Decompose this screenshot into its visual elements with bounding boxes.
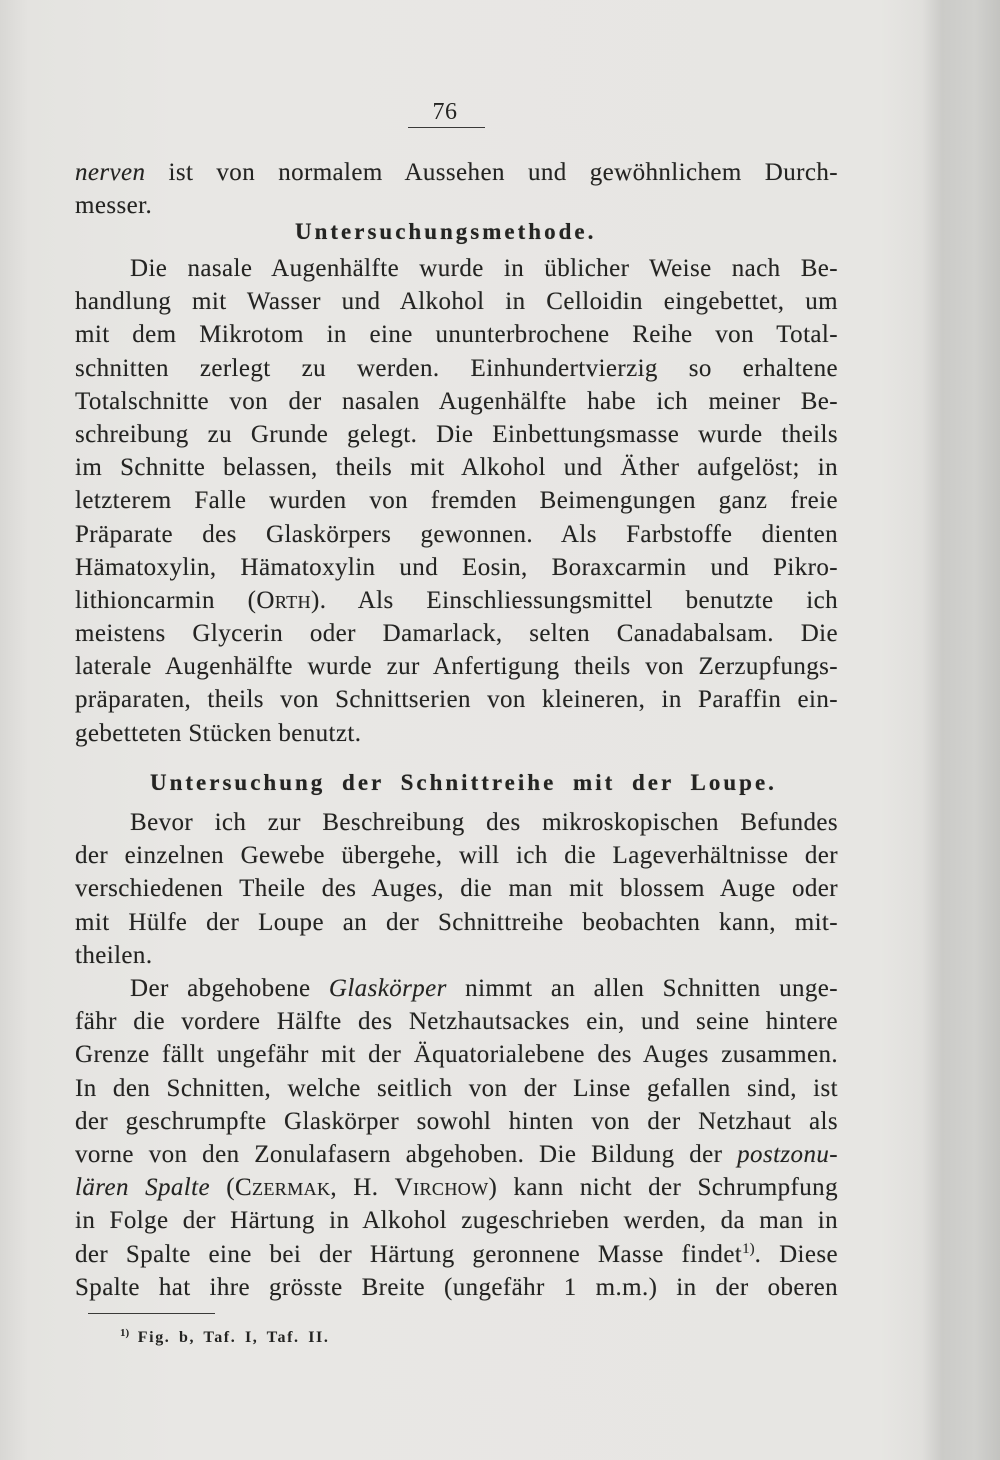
text-line: Präparate des Glaskörpers gewonnen. Als Farbstoffe dienten: [75, 520, 838, 548]
text-segment: vorne von den Zonulafasern abgehoben. Die Bildung der: [75, 1140, 738, 1168]
text-line: gebetteten Stücken benutzt.: [75, 719, 362, 747]
footnote-text: Fig. b, Taf. I, Taf. II.: [137, 1329, 330, 1346]
text-line: In den Schnitten, welche seitlich von der Linse gefallen sind, ist: [75, 1074, 838, 1102]
footnote-ref: 1): [742, 1240, 755, 1257]
text-segment: Der abgehobene: [130, 975, 329, 1002]
text-line: mit dem Mikrotom in eine ununterbrochene Reihe von Total-: [75, 321, 838, 349]
text-line: präparaten, theils von Schnittserien von kleineren, in Paraffin ein-: [75, 686, 838, 714]
paragraph: [75, 156, 838, 222]
text-line: fähr die vordere Hälfte des Netzhautsackes ein, und seine hintere: [75, 1008, 838, 1036]
text-line: der geschrumpfte Glaskörper sowohl hinten von der Netzhaut als: [75, 1107, 838, 1135]
text-line: [75, 1171, 838, 1204]
text-segment: (: [209, 1174, 235, 1202]
section-heading: Untersuchung der Schnittreihe mit der Loupe.: [150, 770, 777, 795]
text-line: messer.: [75, 192, 153, 220]
text-line: letzterem Falle wurden von fremden Beimengungen ganz freie: [75, 487, 838, 515]
footnote: [120, 1328, 329, 1349]
text-segment: ist von normalem Aussehen und gewöhnlichem Durch-: [145, 159, 838, 186]
text-line: [75, 1238, 838, 1271]
text-line: Grenze fällt ungefähr mit der Äquatorialebene des Auges zusammen.: [75, 1041, 838, 1069]
paragraph: [75, 252, 838, 750]
paragraph: [75, 806, 838, 972]
text-line: Bevor ich zur Beschreibung des mikroskopischen Befundes: [130, 809, 838, 836]
text-line: mit Hülfe der Loupe an der Schnittreihe beobachten kann, mit-: [75, 908, 838, 936]
section-heading: Untersuchungsmethode.: [295, 219, 597, 244]
text-line: handlung mit Wasser und Alkohol in Celloidin eingebettet, um: [75, 288, 838, 316]
text-line: laterale Augenhälfte wurde zur Anfertigung theils von Zerzupfungs-: [75, 653, 838, 681]
italic-term: nerven: [75, 159, 146, 186]
text-line: [75, 156, 838, 189]
text-line: in Folge der Härtung in Alkohol zugeschrieben werden, da man in: [75, 1207, 838, 1235]
author-name: Virchow: [394, 1174, 489, 1202]
text-line: [75, 972, 838, 1005]
text-line: schnitten zerlegt zu werden. Einhundertvierzig so erhaltene: [75, 354, 838, 382]
text-segment: nimmt an allen Schnitten unge-: [446, 975, 838, 1002]
text-line: Totalschnitte von der nasalen Augenhälfte habe ich meiner Be-: [75, 387, 838, 415]
text-segment: . Diese: [754, 1240, 838, 1268]
text-line: Die nasale Augenhälfte wurde in üblicher Weise nach Be-: [130, 255, 838, 282]
text-segment: der Spalte eine bei der Härtung geronnene Masse findet: [75, 1240, 743, 1268]
italic-term: Glaskörper: [328, 975, 447, 1002]
footnote-marker: 1): [120, 1327, 130, 1339]
page-number-rule: [408, 127, 485, 128]
footnote-rule: [88, 1313, 215, 1314]
text-line: schreibung zu Grunde gelegt. Die Einbettungsmasse wurde theils: [75, 420, 838, 448]
text-line: [75, 1138, 838, 1171]
text-line: [75, 584, 838, 617]
author-name: Czermak: [234, 1174, 331, 1202]
text-line: theilen.: [75, 941, 153, 969]
text-segment: lithioncarmin (: [75, 586, 257, 614]
text-segment: ) kann nicht der Schrumpfung: [488, 1174, 838, 1202]
text-line: im Schnitte belassen, theils mit Alkohol und Äther aufgelöst; in: [75, 454, 838, 482]
text-line: Spalte hat ihre grösste Breite (ungefähr 1 m.m.) in der oberen: [75, 1273, 838, 1301]
author-name: Orth: [256, 586, 311, 614]
text-line: Hämatoxylin, Hämatoxylin und Eosin, Boraxcarmin und Pikro-: [75, 553, 838, 581]
text-line: meistens Glycerin oder Damarlack, selten Canadabalsam. Die: [75, 620, 838, 648]
text-segment: , H.: [330, 1174, 395, 1202]
italic-term: lären Spalte: [75, 1174, 210, 1202]
text-segment: ). Als Einschliessungsmittel benutzte ich: [310, 586, 838, 614]
text-line: der einzelnen Gewebe übergehe, will ich die Lageverhältnisse der: [75, 842, 838, 870]
text-line: verschiedenen Theile des Auges, die man mit blossem Auge oder: [75, 875, 838, 903]
italic-term: postzonu-: [737, 1140, 838, 1168]
paragraph: [75, 972, 838, 1304]
page-number: 76: [432, 99, 458, 125]
